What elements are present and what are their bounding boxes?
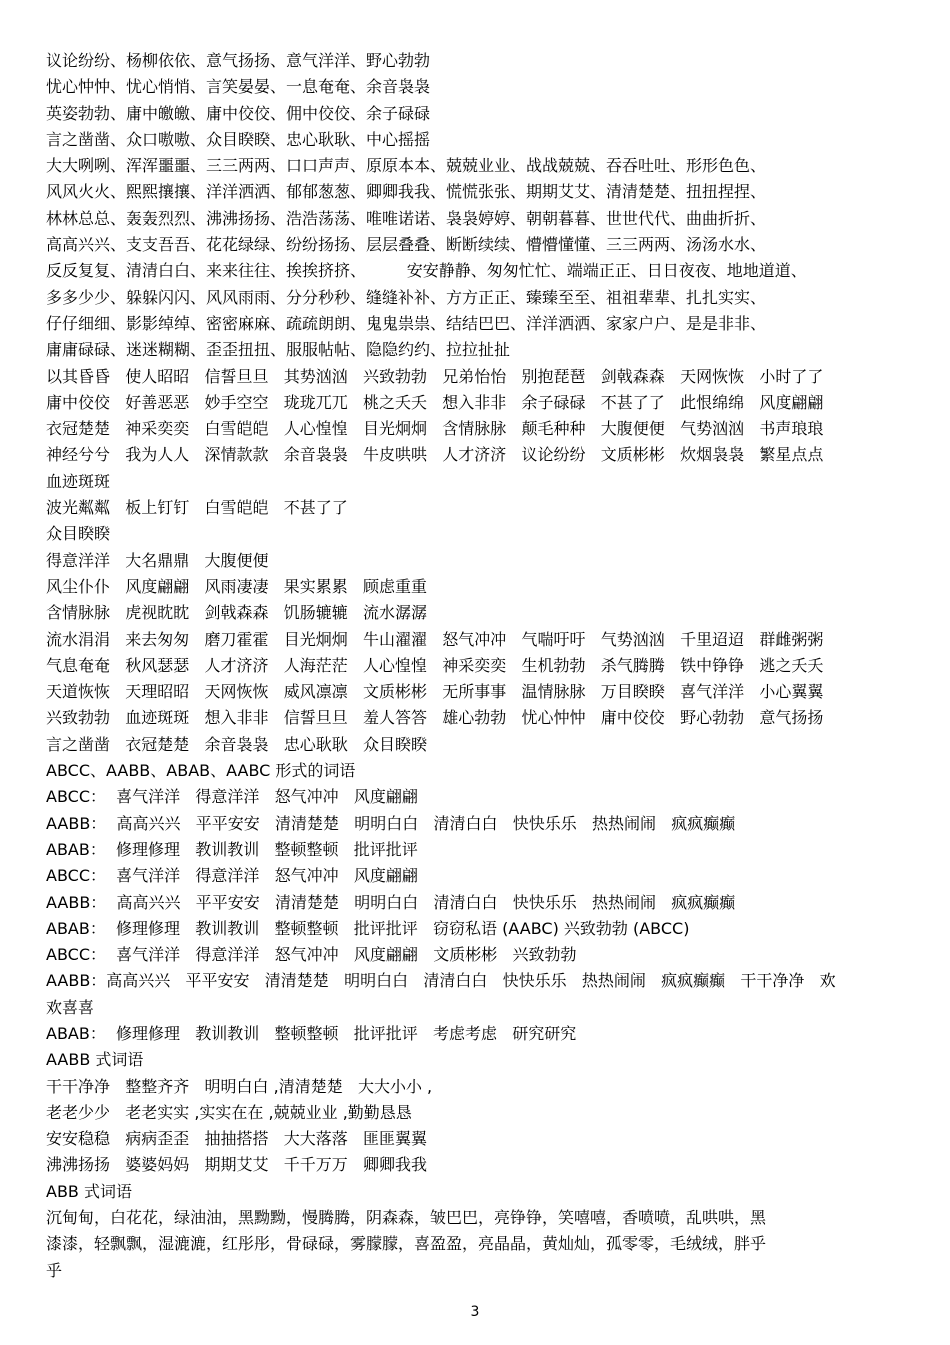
text-line: 干干净净 整整齐齐 明明白白 ,清清楚楚 大大小小 , xyxy=(46,1076,433,1096)
text-line: 天道恢恢 天理昭昭 天网恢恢 威风凛凛 文质彬彬 无所事事 温情脉脉 万目睽睽 喜气洋洋 小心翼翼 xyxy=(46,682,824,702)
text-line: 老老少少 老老实实 ,实实在在 ,兢兢业业 ,勤勤恳恳 xyxy=(46,1102,412,1122)
text-line: AABB： 高高兴兴 平平安安 清清楚楚 明明白白 清清白白 快快乐乐 热热闹闹 疯疯癫癫 xyxy=(46,892,736,912)
text-line: 气息奄奄 秋风瑟瑟 人才济济 人海茫茫 人心惶惶 神采奕奕 生机勃勃 杀气腾腾 铁中铮铮 逃之夭夭 xyxy=(46,655,824,675)
text-line: 流水涓涓 来去匆匆 磨刀霍霍 目光炯炯 牛山濯濯 怒气冲冲 气喘吁吁 气势汹汹 千里迢迢 群雌粥粥 xyxy=(46,629,824,649)
text-line: 乎 xyxy=(46,1260,63,1280)
text-line: 漆漆，轻飘飘，湿漉漉，红彤彤，骨碌碌，雾朦朦，喜盈盈，亮晶晶，黄灿灿，孤零零，毛绒绒，胖乎 xyxy=(46,1234,767,1254)
text-line: 大大咧咧、浑浑噩噩、三三两两、口口声声、原原本本、兢兢业业、战战兢兢、吞吞吐吐、形形色色、 xyxy=(46,156,767,176)
text-line: ABAB： 修理修理 教训教训 整顿整顿 批评批评 xyxy=(46,839,418,859)
text-line: 众目睽睽 xyxy=(46,524,111,544)
text-line: ABCC： 喜气洋洋 得意洋洋 怒气冲冲 风度翩翩 xyxy=(46,866,418,886)
text-line: ABCC： 喜气洋洋 得意洋洋 怒气冲冲 风度翩翩 xyxy=(46,787,418,807)
text-line: 波光粼粼 板上钉钉 白雪皑皑 不甚了了 xyxy=(46,498,348,518)
text-line: 庸庸碌碌、迷迷糊糊、歪歪扭扭、服服帖帖、隐隐约约、拉拉扯扯 xyxy=(46,340,511,360)
text-line: 言之凿凿、众口嗷嗷、众目睽睽、忠心耿耿、中心摇摇 xyxy=(46,129,431,149)
text-line: 议论纷纷、杨柳依依、意气扬扬、意气洋洋、野心勃勃 xyxy=(46,51,431,70)
text-line: 得意洋洋 大名鼎鼎 大腹便便 xyxy=(46,550,269,570)
text-line: 安安稳稳 病病歪歪 抽抽搭搭 大大落落 匪匪翼翼 xyxy=(46,1129,428,1149)
text-line: AABB： 高高兴兴 平平安安 清清楚楚 明明白白 清清白白 快快乐乐 热热闹闹 疯疯癫癫 xyxy=(46,813,736,833)
text-line: 沉甸甸，白花花，绿油油，黑黝黝，慢腾腾，阴森森，皱巴巴，亮铮铮，笑嘻嘻，香喷喷，乱哄哄，黑 xyxy=(46,1208,767,1228)
text-line: 英姿勃勃、庸中皦皦、庸中佼佼、佣中佼佼、余子碌碌 xyxy=(46,103,431,123)
text-line: 仔仔细细、影影绰绰、密密麻麻、疏疏朗朗、鬼鬼祟祟、结结巴巴、洋洋洒洒、家家户户、是是非非、 xyxy=(46,313,767,333)
text-line: AABB：高高兴兴 平平安安 清清楚楚 明明白白 清清白白 快快乐乐 热热闹闹 疯疯癫癫 干干净净 欢 xyxy=(46,971,836,991)
text-line: 兴致勃勃 血迹斑斑 想入非非 信誓旦旦 羞人答答 雄心勃勃 忧心忡忡 庸中佼佼 野心勃勃 意气扬扬 xyxy=(46,708,824,728)
text-line: 以其昏昏 使人昭昭 信誓旦旦 其势汹汹 兴致勃勃 兄弟怡怡 别抱琵琶 剑戟森森 天网恢恢 小时了了 xyxy=(46,366,824,386)
text-line: 风尘仆仆 风度翩翩 风雨凄凄 果实累累 顾虑重重 xyxy=(46,576,428,596)
text-line: 庸中佼佼 好善恶恶 妙手空空 珑珑兀兀 桃之夭夭 想入非非 余子碌碌 不甚了了 此恨绵绵 风度翩翩 xyxy=(46,392,824,412)
text-line: AABB 式词语 xyxy=(46,1050,144,1070)
text-line: 忧心忡忡、忧心悄悄、言笑晏晏、一息奄奄、余音袅袅 xyxy=(46,77,431,97)
text-line: 血迹斑斑 xyxy=(46,471,111,491)
document-body xyxy=(46,48,916,1284)
text-line: ABCC、AABB、ABAB、AABC 形式的词语 xyxy=(46,761,356,781)
text-line: ABB 式词语 xyxy=(46,1181,132,1201)
text-line: 风风火火、熙熙攘攘、洋洋洒洒、郁郁葱葱、卿卿我我、慌慌张张、期期艾艾、清清楚楚、扭扭捏捏、 xyxy=(46,182,767,202)
text-line: 含情脉脉 虎视眈眈 剑戟森森 饥肠辘辘 流水潺潺 xyxy=(46,603,428,623)
text-line: ABAB： 修理修理 教训教训 整顿整顿 批评批评 考虑考虑 研究研究 xyxy=(46,1023,577,1043)
text-line: 欢喜喜 xyxy=(46,997,95,1017)
text-line: 高高兴兴、支支吾吾、花花绿绿、纷纷扬扬、层层叠叠、断断续续、懵懵懂懂、三三两两、汤汤水水、 xyxy=(46,235,767,255)
text-line: 多多少少、躲躲闪闪、风风雨雨、分分秒秒、缝缝补补、方方正正、臻臻至至、祖祖辈辈、扎扎实实、 xyxy=(46,287,767,307)
page-number: 3 xyxy=(470,1304,480,1320)
text-line: 神经兮兮 我为人人 深情款款 余音袅袅 牛皮哄哄 人才济济 议论纷纷 文质彬彬 炊烟袅袅 繁星点点 xyxy=(46,445,824,465)
text-line: 言之凿凿 衣冠楚楚 余音袅袅 忠心耿耿 众目睽睽 xyxy=(46,734,428,754)
text-line: ABAB： 修理修理 教训教训 整顿整顿 批评批评 窃窃私语 (AABC) 兴致勃勃 (ABCC) xyxy=(46,918,690,938)
text-line: 反反复复、清清白白、来来往往、挨挨挤挤、 安安静静、匆匆忙忙、端端正正、日日夜夜、地地道道、 xyxy=(46,261,807,281)
text-line: 林林总总、轰轰烈烈、沸沸扬扬、浩浩荡荡、唯唯诺诺、袅袅婷婷、朝朝暮暮、世世代代、曲曲折折、 xyxy=(46,208,767,228)
text-line: 衣冠楚楚 神采奕奕 白雪皑皑 人心惶惶 目光炯炯 含情脉脉 颠毛种种 大腹便便 气势汹汹 书声琅琅 xyxy=(46,419,824,439)
text-line: ABCC： 喜气洋洋 得意洋洋 怒气冲冲 风度翩翩 文质彬彬 兴致勃勃 xyxy=(46,945,577,965)
text-line: 沸沸扬扬 婆婆妈妈 期期艾艾 千千万万 卿卿我我 xyxy=(46,1155,428,1175)
